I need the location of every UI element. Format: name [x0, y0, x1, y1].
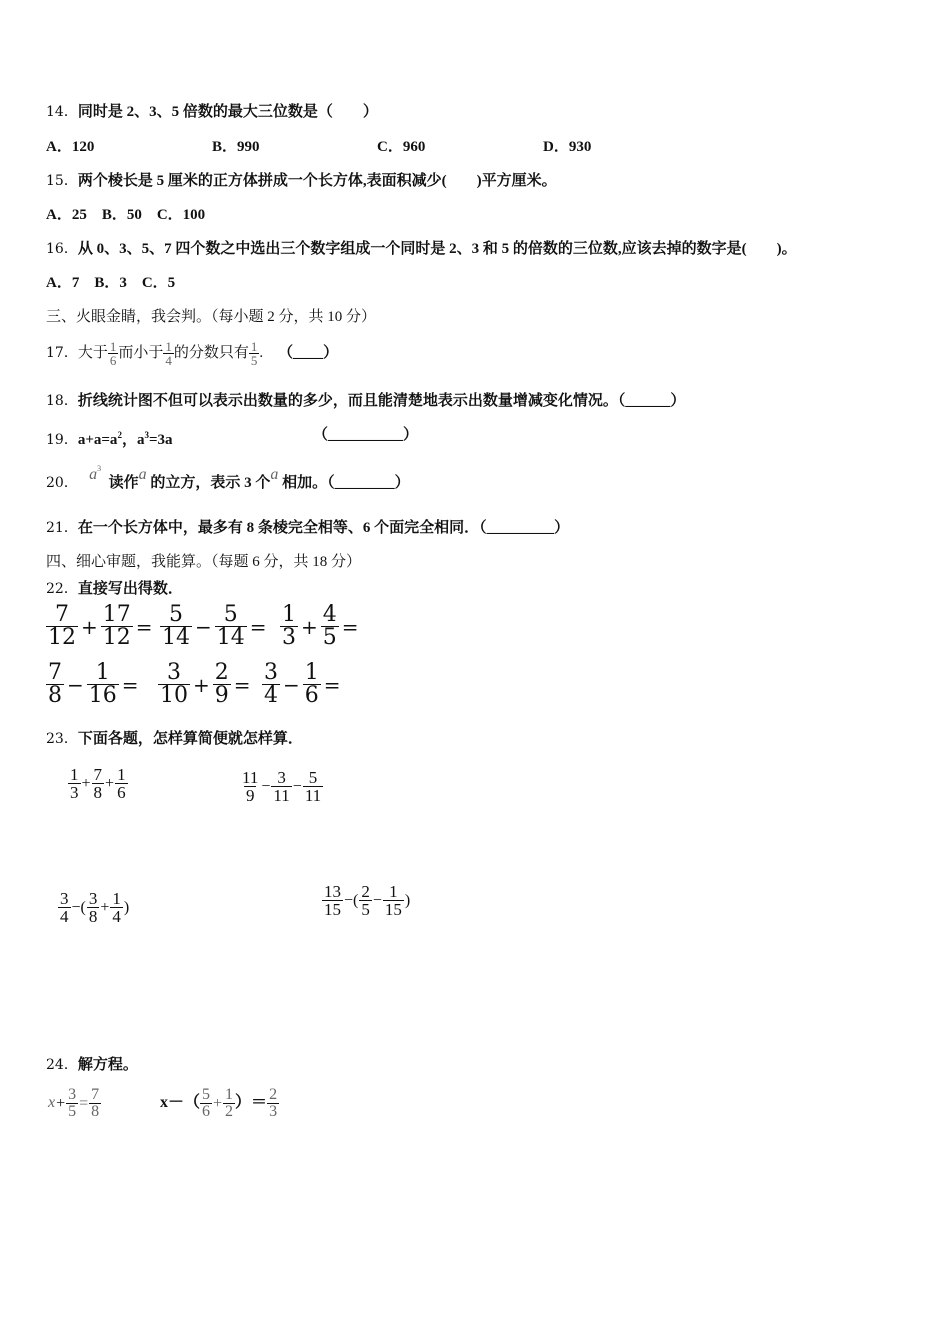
fraction	[359, 883, 372, 918]
operator: +	[81, 774, 91, 792]
q19-sup-1: 2	[117, 430, 122, 440]
operator: −	[372, 891, 382, 909]
fraction	[87, 890, 100, 925]
fraction	[58, 890, 71, 925]
denominator: 5	[361, 900, 370, 919]
numerator: 5	[308, 768, 318, 787]
calc-22-row1-3	[280, 604, 362, 649]
q17-end: .	[259, 345, 264, 361]
fraction	[240, 769, 260, 804]
operator: +	[56, 1094, 66, 1112]
fraction	[110, 890, 123, 925]
fraction	[68, 766, 81, 801]
question-text: 折线统计图不但可以表示出数量的多少，而且能清楚地表示出数量增减变化情况。（______）	[77, 393, 686, 409]
denominator: 6	[202, 1103, 211, 1120]
fraction	[200, 1087, 212, 1120]
variable-x: x	[48, 1094, 56, 1112]
numerator: 1	[165, 339, 172, 355]
question-number: 18．	[46, 393, 78, 409]
q19-expr-c: =3a	[148, 432, 173, 448]
question-number: 17．	[46, 345, 78, 361]
calc-22-row2-2	[158, 662, 254, 707]
question-22	[46, 579, 183, 599]
question-text: 直接写出得数．	[77, 581, 183, 597]
equation-2	[160, 1087, 279, 1120]
numerator: 2	[214, 660, 229, 685]
calc-23-4	[322, 883, 411, 918]
section-4-heading: 四、细心审题，我能算。（每题 6 分，共 18 分）	[46, 554, 362, 570]
equals: =	[323, 672, 341, 697]
fraction	[87, 662, 119, 707]
numerator: 2	[361, 882, 370, 901]
option-c: C．960	[377, 139, 426, 155]
numerator: 1	[112, 889, 121, 908]
denominator: 14	[216, 625, 245, 650]
denominator: 15	[324, 900, 341, 919]
numerator: 1	[389, 882, 398, 901]
question-text: 解方程。	[77, 1057, 138, 1073]
operator: −	[292, 777, 302, 795]
numerator: 13	[324, 882, 341, 901]
fraction	[158, 662, 190, 707]
fraction	[303, 662, 321, 707]
numerator: 1	[250, 339, 258, 355]
calc-23-1	[68, 766, 128, 801]
fraction	[303, 769, 323, 804]
operator: −	[67, 672, 84, 697]
question-text: 下面各题，怎样算简便就怎样算．	[77, 731, 303, 747]
fraction	[215, 604, 247, 649]
question-16	[46, 239, 797, 259]
operator: −(	[344, 891, 359, 909]
question-text: 两个棱长是 5 厘米的正方体拼成一个长方体,表面积减少( )平方厘米。	[77, 173, 557, 189]
calc-22-row2-1	[46, 662, 142, 707]
operator: +	[301, 614, 318, 639]
operator: −	[283, 672, 300, 697]
operator: +	[81, 614, 98, 639]
section-3-heading: 三、火眼金睛，我会判。（每小题 2 分，共 10 分）	[46, 309, 377, 325]
numerator: 3	[68, 1086, 77, 1103]
fraction	[46, 662, 64, 707]
numerator: 1	[109, 339, 117, 355]
denominator: 3	[70, 783, 79, 802]
question-number: 22．	[46, 581, 78, 597]
fraction	[321, 604, 339, 649]
denominator: 6	[109, 353, 117, 369]
denominator: 4	[264, 683, 278, 708]
question-23	[46, 729, 303, 749]
operator: )	[123, 898, 130, 916]
variable-a: a	[89, 466, 98, 483]
question-number: 24．	[46, 1057, 78, 1073]
numerator: 7	[93, 765, 103, 784]
numerator: 1	[95, 660, 110, 685]
operator: +	[105, 774, 115, 792]
denominator: 15	[384, 900, 402, 919]
denominator: 14	[162, 625, 190, 650]
q19-expr-b: ，a	[121, 432, 145, 448]
option-a: A．120	[46, 139, 95, 155]
question-24	[46, 1055, 138, 1075]
calc-22-row2-3	[262, 662, 344, 707]
numerator: 1	[304, 660, 319, 685]
calc-22-row1-1	[46, 604, 156, 649]
question-18	[46, 391, 685, 411]
operator: −	[261, 777, 271, 795]
numerator: 5	[223, 602, 238, 627]
fraction	[280, 604, 298, 649]
denominator: 2	[225, 1103, 234, 1120]
calc-23-2	[240, 769, 323, 804]
variable-a: a	[270, 466, 279, 483]
answer-blank: （____）	[278, 345, 339, 361]
calc-23-3	[58, 890, 130, 925]
question-number: 20．	[46, 475, 78, 491]
fraction-1-6	[108, 340, 119, 367]
question-number: 15．	[46, 173, 78, 189]
denominator: 11	[304, 786, 322, 805]
numerator: 5	[169, 602, 183, 627]
equals: =	[79, 1094, 89, 1112]
question-number: 21．	[46, 520, 78, 536]
numerator: 1	[282, 602, 296, 627]
equation-1	[48, 1087, 101, 1120]
fraction	[92, 766, 105, 801]
fraction	[115, 766, 128, 801]
question-text: 同时是 2、3、5 倍数的最大三位数是（ ）	[77, 104, 378, 120]
denominator: 11	[273, 786, 290, 805]
denominator: 5	[68, 1103, 77, 1120]
fraction	[383, 883, 404, 918]
question-text: 从 0、3、5、7 四个数之中选出三个数字组成一个同时是 2、3 和 5 的倍数的三位数,应该去掉的数字是( )。	[77, 241, 797, 257]
q20-text-1: 读作	[108, 475, 139, 491]
numerator: 1	[225, 1086, 234, 1103]
eq2-tail: ）＝	[235, 1094, 268, 1112]
numerator: 3	[88, 889, 98, 908]
fraction	[101, 604, 133, 649]
options-16: A．7 B．3 C．5	[46, 275, 176, 291]
fraction	[160, 604, 192, 649]
numerator: 7	[91, 1086, 100, 1103]
q19-expr-a: a+a=a	[77, 432, 118, 448]
fraction	[322, 883, 343, 918]
q17-pre: 大于	[77, 345, 108, 361]
operator: +	[193, 672, 210, 697]
operator: +	[100, 898, 110, 916]
question-number: 14．	[46, 104, 78, 120]
numerator: 11	[242, 768, 259, 787]
numerator: 4	[322, 602, 337, 627]
equals: =	[135, 614, 153, 639]
denominator: 12	[102, 625, 131, 650]
question-19	[46, 425, 173, 450]
answer-blank: （__________）	[313, 427, 419, 443]
fraction	[223, 1087, 235, 1120]
fraction-1-4	[163, 340, 174, 367]
operator: −	[195, 614, 212, 639]
equals: =	[341, 614, 359, 639]
question-21	[46, 518, 569, 538]
operator: )	[404, 891, 411, 909]
denominator: 3	[282, 625, 296, 650]
question-14	[46, 102, 378, 122]
numerator: 3	[264, 660, 278, 685]
q19-sup-2: 3	[144, 430, 149, 440]
denominator: 6	[304, 683, 319, 708]
denominator: 8	[48, 683, 62, 708]
fraction	[267, 1087, 279, 1120]
fraction-1-5	[249, 340, 260, 367]
equals: =	[121, 672, 139, 697]
question-17	[46, 338, 338, 368]
fraction	[271, 769, 291, 804]
numerator: 7	[48, 660, 62, 685]
calc-22-row1-2	[160, 604, 270, 649]
denominator: 4	[112, 907, 121, 926]
numerator: 3	[60, 889, 69, 908]
denominator: 5	[250, 353, 258, 369]
denominator: 8	[88, 907, 98, 926]
question-text: 在一个长方体中，最多有 8 条棱完全相等、6 个面完全相同．（_________）	[77, 520, 570, 536]
question-number: 23．	[46, 731, 78, 747]
question-number: 16．	[46, 241, 78, 257]
fraction	[262, 662, 280, 707]
denominator: 6	[117, 783, 126, 802]
numerator: 7	[55, 602, 69, 627]
denominator: 10	[160, 683, 188, 708]
numerator: 17	[102, 602, 131, 627]
options-15: A．25 B．50 C．100	[46, 207, 206, 223]
denominator: 4	[60, 907, 69, 926]
exponent-3: 3	[97, 464, 102, 473]
denominator: 9	[214, 683, 229, 708]
eq2-lead: x－（	[160, 1094, 201, 1112]
numerator: 1	[70, 765, 79, 784]
numerator: 2	[269, 1086, 278, 1103]
denominator: 8	[93, 783, 103, 802]
numerator: 3	[277, 768, 286, 787]
question-15	[46, 171, 557, 191]
q20-text-3: 相加。（________）	[282, 475, 410, 491]
denominator: 9	[245, 786, 255, 805]
fraction	[213, 662, 231, 707]
denominator: 8	[91, 1103, 100, 1120]
fraction	[46, 604, 78, 649]
numerator: 3	[167, 660, 181, 685]
variable-a: a	[138, 466, 147, 483]
fraction	[89, 1087, 101, 1120]
q20-text-2: 的立方，表示 3 个	[150, 475, 271, 491]
numerator: 1	[117, 765, 126, 784]
equals: =	[233, 672, 251, 697]
question-20	[46, 464, 410, 498]
fraction	[66, 1087, 78, 1120]
denominator: 3	[269, 1103, 278, 1120]
denominator: 4	[165, 353, 172, 369]
operator: +	[213, 1094, 223, 1112]
denominator: 16	[88, 683, 117, 708]
denominator: 5	[322, 625, 337, 650]
option-b: B．990	[212, 139, 260, 155]
option-d: D．930	[543, 139, 592, 155]
equals: =	[249, 614, 267, 639]
denominator: 12	[48, 625, 76, 650]
numerator: 5	[202, 1086, 211, 1103]
q17-mid: 而小于	[118, 345, 164, 361]
q17-post: 的分数只有	[173, 345, 249, 361]
operator: −(	[71, 898, 86, 916]
question-number: 19．	[46, 432, 78, 448]
